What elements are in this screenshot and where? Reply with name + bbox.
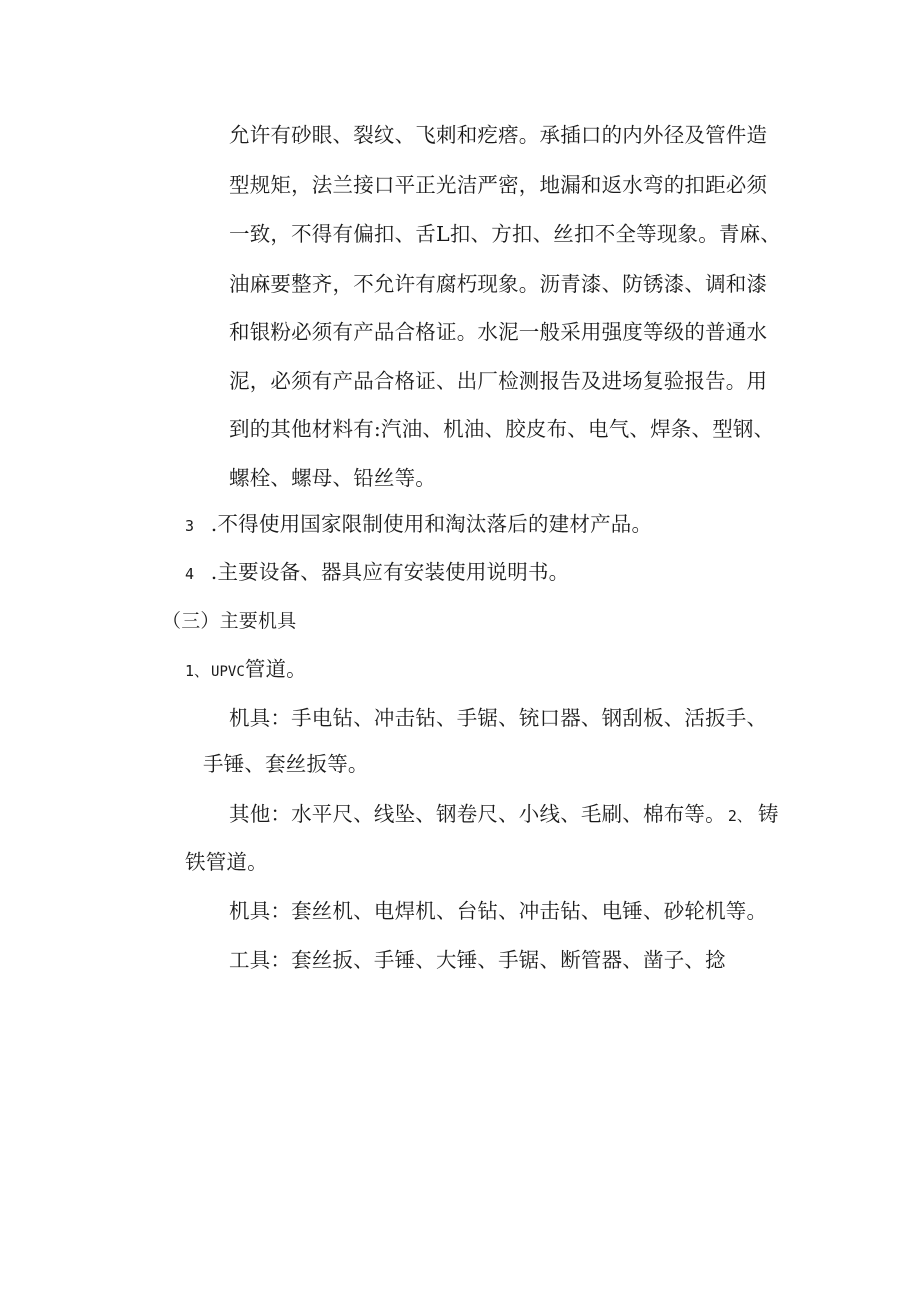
subsection-code: UPVC xyxy=(211,664,245,680)
paragraph-line: 油麻要整齐，不允许有腐朽现象。沥青漆、防锈漆、调和漆 xyxy=(229,272,768,296)
paragraph-line: 泥，必须有产品合格证、出厂检测报告及进场复验报告。用 xyxy=(229,369,768,393)
list-item-4 xyxy=(185,558,569,588)
paragraph-line: 和银粉必须有产品合格证。水泥一般采用强度等级的普通水 xyxy=(229,320,768,344)
cast-iron-machines-line: 机具：套丝机、电焊机、台钻、冲击钻、电锤、砂轮机等。 xyxy=(229,899,768,923)
paragraph-line: 螺栓、螺母、铅丝等。 xyxy=(229,466,436,490)
item-number: 4 xyxy=(185,565,195,583)
upvc-machines-line: 机具：手电钻、冲击钻、手锯、铳口器、钢刮板、活扳手、 xyxy=(229,706,768,730)
subsection-title-cast-iron: 铁管道。 xyxy=(185,850,268,874)
paragraph-line: 到的其他材料有:汽油、机油、胶皮布、电气、焊条、型钢、 xyxy=(229,417,775,441)
subsection-title-text: 管道。 xyxy=(244,657,307,681)
upvc-others-line xyxy=(229,800,779,830)
subsection-title-upvc xyxy=(185,655,307,686)
cast-iron-tools-line: 工具：套丝扳、手锤、大锤、手锯、断管器、凿子、捻 xyxy=(229,948,726,972)
subsection-number: 2、 xyxy=(727,807,752,825)
upvc-machines-line: 手锤、套丝扳等。 xyxy=(203,752,369,776)
item-text: .不得使用国家限制使用和淘汰落后的建材产品。 xyxy=(210,512,653,536)
list-item-3 xyxy=(185,510,652,540)
paragraph-line: 型规矩，法兰接口平正光洁严密，地漏和返水弯的扣距必须 xyxy=(229,173,768,197)
subsection-number: 1、 xyxy=(185,662,210,680)
paragraph-line: 允许有砂眼、裂纹、飞刺和疙瘩。承插口的内外径及管件造 xyxy=(229,123,768,147)
upvc-others-text: 其他：水平尺、线坠、钢卷尺、小线、毛刷、棉布等。 xyxy=(229,802,726,826)
item-text: .主要设备、器具应有安装使用说明书。 xyxy=(210,560,570,584)
section-heading: （三）主要机具 xyxy=(162,610,297,632)
subsection-title-text: 铸 xyxy=(757,802,779,826)
paragraph-line: 一致，不得有偏扣、舌L扣、方扣、丝扣不全等现象。青麻、 xyxy=(229,222,782,246)
item-number: 3 xyxy=(185,517,195,535)
